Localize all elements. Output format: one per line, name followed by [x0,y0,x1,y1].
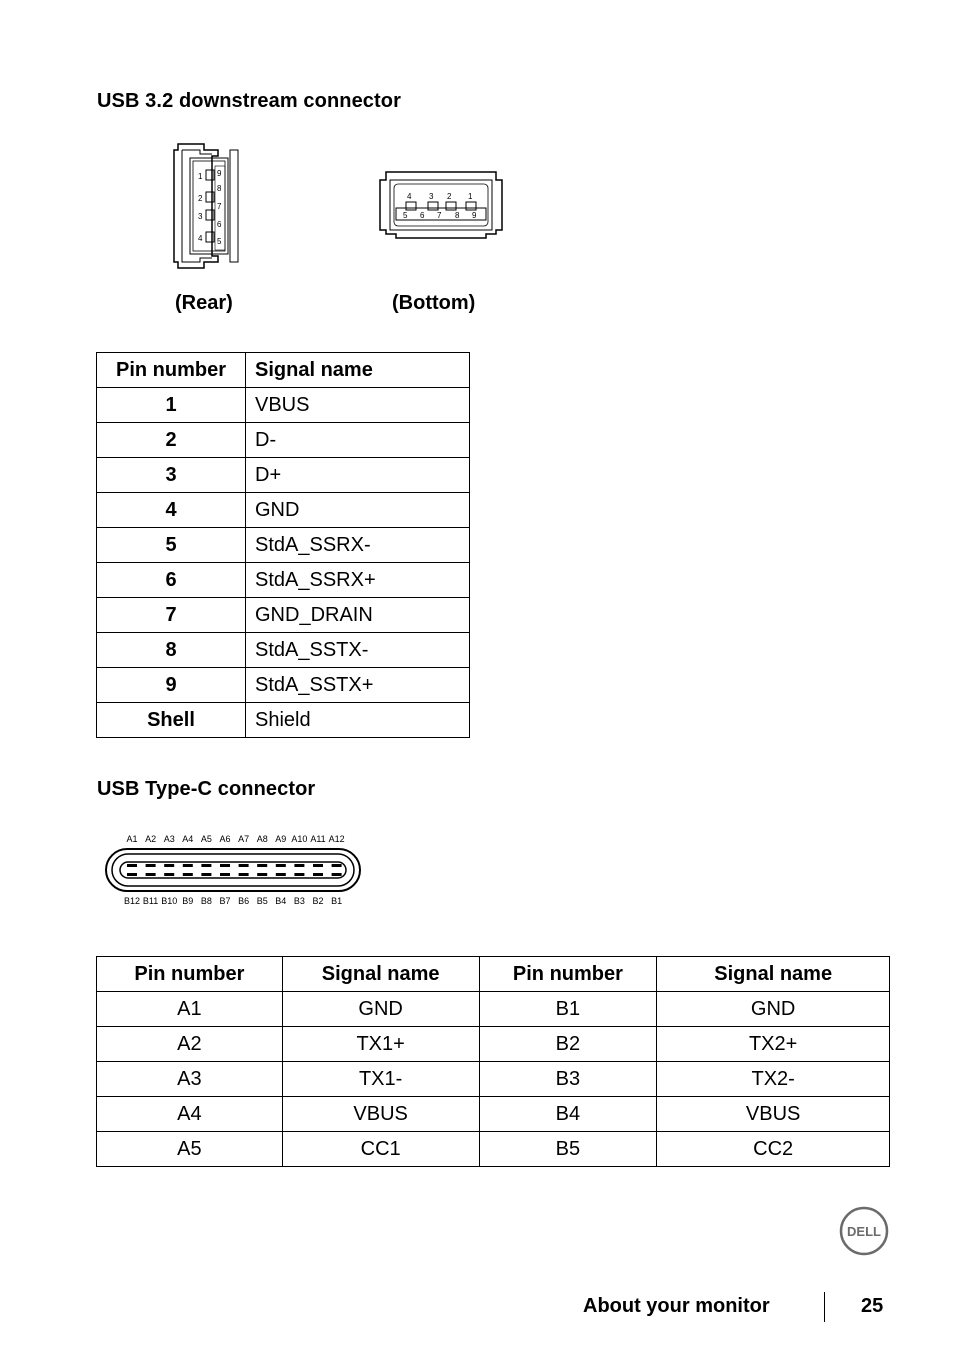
signal-name-cell: StdA_SSTX+ [246,668,470,703]
usbc-contact [127,873,137,876]
usbc-bottom-pin-label: B4 [275,896,287,906]
header-pin-number: Pin number [97,353,246,388]
signal-name-cell: StdA_SSRX- [246,528,470,563]
signal-name-cell: Shield [246,703,470,738]
table-row [97,423,470,458]
signal-name-a-cell: CC1 [282,1132,479,1167]
table-row [97,528,470,563]
usbc-top-pin-label: A10 [291,834,308,844]
table-row [97,1062,890,1097]
signal-name-cell: GND [246,493,470,528]
signal-name-b-cell: TX2- [657,1062,890,1097]
usbc-contact [239,864,249,867]
pin-number-cell: 4 [97,493,246,528]
pin-number-b-cell: B4 [479,1097,657,1132]
usbc-contact [257,864,267,867]
signal-name-b-cell: TX2+ [657,1027,890,1062]
header-signal-name: Signal name [246,353,470,388]
pin-number-cell: 5 [97,528,246,563]
table-row [97,1027,890,1062]
usbc-contact [276,873,286,876]
usbc-bottom-pin-label: B8 [200,896,212,906]
usbc-contact [201,864,211,867]
pin-number-cell: 6 [97,563,246,598]
signal-name-cell: StdA_SSRX+ [246,563,470,598]
usb32-heading: USB 3.2 downstream connector [97,90,401,112]
caption-rear: (Rear) [175,292,233,314]
pin-number-b-cell: B1 [479,992,657,1027]
usbc-bottom-pin-label: B12 [123,896,141,906]
table-header-row [97,957,890,992]
usbc-top-pin-label: A11 [310,834,326,844]
pin-number-cell: 3 [97,458,246,493]
pin-number-a-cell: A2 [97,1027,283,1062]
signal-name-b-cell: VBUS [657,1097,890,1132]
usbc-top-pin-label: A1 [126,834,138,844]
signal-name-a-cell: TX1- [282,1062,479,1097]
bottom-pin-9: 9 [472,211,477,220]
pin-number-cell: 8 [97,633,246,668]
usbc-bottom-pin-label: B2 [312,896,324,906]
rear-pin-6: 6 [217,220,222,229]
usb32-rear-diagram [170,140,245,272]
footer-separator [824,1292,825,1322]
signal-name-cell: VBUS [246,388,470,423]
usbc-bottom-pin-label: B5 [256,896,268,906]
table-row [97,458,470,493]
usbc-contact [164,873,174,876]
usbc-table-body [97,992,890,1167]
usbc-contact [313,864,323,867]
dell-logo [839,1206,889,1256]
pin-number-cell: 7 [97,598,246,633]
rear-pin-8: 8 [217,184,222,193]
usbc-contact [220,864,230,867]
usbc-contact [201,873,211,876]
signal-name-cell: StdA_SSTX- [246,633,470,668]
usbc-bottom-pin-label: B7 [219,896,231,906]
dell-logo-text: DELL [847,1224,881,1239]
table-row [97,598,470,633]
usb32-pin-table [96,352,470,738]
usbc-top-pin-label: A7 [238,834,250,844]
signal-name-b-cell: GND [657,992,890,1027]
usbc-bottom-pin-label: B10 [161,896,178,906]
header-pin-number-b: Pin number [479,957,657,992]
usbc-bottom-pin-label: B9 [182,896,194,906]
rear-pin-3: 3 [198,212,203,221]
pin-number-a-cell: A3 [97,1062,283,1097]
usbc-contact [164,864,174,867]
table-row [97,633,470,668]
usbc-contact [127,864,137,867]
usbc-pin-table [96,956,890,1167]
bottom-pin-2: 2 [447,192,452,201]
rear-pin-9: 9 [217,169,222,178]
usbc-contact [332,864,342,867]
header-signal-name-b: Signal name [657,957,890,992]
usbc-contact [294,864,304,867]
usb32-table-body [97,388,470,738]
bottom-pin-6: 6 [420,211,425,220]
table-row [97,992,890,1027]
table-header-row [97,353,470,388]
bottom-pin-4: 4 [407,192,412,201]
pin-number-b-cell: B5 [479,1132,657,1167]
pin-number-cell: 1 [97,388,246,423]
usbc-diagram [104,830,364,910]
pin-number-a-cell: A4 [97,1097,283,1132]
bottom-pin-3: 3 [429,192,434,201]
table-row [97,493,470,528]
signal-name-cell: D+ [246,458,470,493]
usbc-top-pin-label: A4 [182,834,194,844]
table-row [97,563,470,598]
table-row [97,388,470,423]
usbc-contact [276,864,286,867]
rear-pin-5: 5 [217,237,222,246]
pin-number-cell: 2 [97,423,246,458]
page-number: 25 [861,1295,884,1317]
usbc-top-pin-label: A3 [163,834,175,844]
usbc-contact [220,873,230,876]
signal-name-a-cell: VBUS [282,1097,479,1132]
table-row [97,668,470,703]
usbc-top-pin-label: A12 [328,834,345,844]
footer-section-title: About your monitor [583,1295,770,1317]
table-row [97,1132,890,1167]
header-pin-number-a: Pin number [97,957,283,992]
signal-name-cell: D- [246,423,470,458]
bottom-pin-1: 1 [468,192,473,201]
rear-pin-7: 7 [217,202,222,211]
pin-number-cell: Shell [97,703,246,738]
table-row [97,1097,890,1132]
signal-name-cell: GND_DRAIN [246,598,470,633]
pin-number-cell: 9 [97,668,246,703]
pin-number-a-cell: A1 [97,992,283,1027]
bottom-pin-5: 5 [403,211,408,220]
usbc-bottom-pin-label: B11 [142,896,159,906]
caption-bottom: (Bottom) [392,292,476,314]
rear-pin-2: 2 [198,194,203,203]
usbc-bottom-pin-label: B3 [293,896,305,906]
usbc-heading: USB Type-C connector [97,778,316,800]
rear-pin-4: 4 [198,234,203,243]
usbc-contact [332,873,342,876]
usbc-contact [146,873,156,876]
signal-name-b-cell: CC2 [657,1132,890,1167]
bottom-pin-7: 7 [437,211,442,220]
usbc-top-pin-label: A5 [200,834,212,844]
usbc-contact [183,864,193,867]
table-row [97,703,470,738]
usbc-contact [313,873,323,876]
pin-number-b-cell: B3 [479,1062,657,1097]
pin-number-a-cell: A5 [97,1132,283,1167]
signal-name-a-cell: GND [282,992,479,1027]
usbc-contact [183,873,193,876]
rear-pin-1: 1 [198,172,203,181]
usb32-bottom-diagram [376,168,506,240]
usbc-bottom-pin-label: B6 [238,896,250,906]
header-signal-name-a: Signal name [282,957,479,992]
usbc-contact [239,873,249,876]
usbc-contact [294,873,304,876]
usbc-top-pin-label: A6 [219,834,231,844]
usbc-contact [146,864,156,867]
signal-name-a-cell: TX1+ [282,1027,479,1062]
usbc-top-pin-label: A2 [145,834,157,844]
pin-number-b-cell: B2 [479,1027,657,1062]
bottom-pin-8: 8 [455,211,460,220]
usbc-contact [257,873,267,876]
usbc-top-pin-label: A8 [256,834,268,844]
usbc-top-pin-label: A9 [275,834,287,844]
usbc-bottom-pin-label: B1 [331,896,343,906]
